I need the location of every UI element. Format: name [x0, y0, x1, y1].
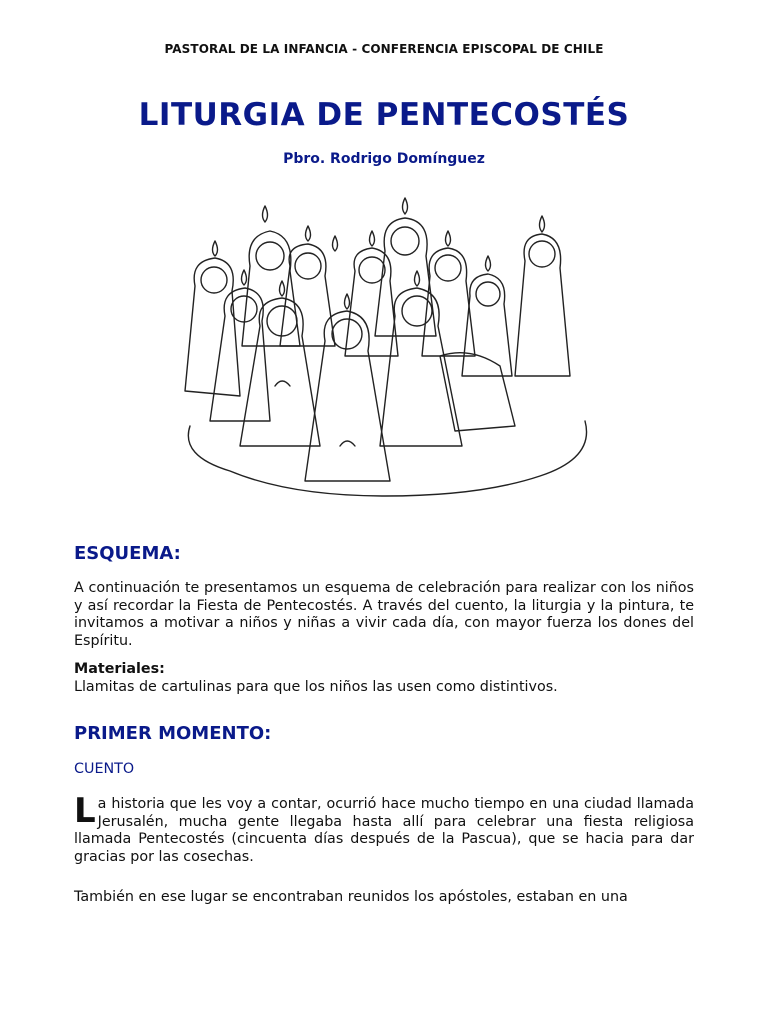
materials-text: Llamitas de cartulinas para que los niños las usen como distintivos. [74, 679, 558, 695]
document-header: PASTORAL DE LA INFANCIA - CONFERENCIA EPISCOPAL DE CHILE [164, 42, 604, 56]
cuento-subheading: CUENTO [74, 761, 135, 777]
story-paragraph-2: También en ese lugar se encontraban reunidos los apóstoles, estaban en una [74, 889, 628, 905]
primer-momento-heading: PRIMER MOMENTO: [74, 723, 272, 744]
drop-cap-letter: L [74, 791, 96, 831]
materials-label: Materiales: [74, 661, 165, 677]
document-title: LITURGIA DE PENTECOSTÉS [138, 97, 630, 133]
apostles-with-flames-drawing [170, 196, 600, 506]
esquema-paragraph: A continuación te presentamos un esquema de celebración para realizar con los niños y así recordar la Fiesta de Pentecostés. A través del cuento, la liturgia y la pintura, te invitamos a motivar a niños y niñas a vivir cada día, con mayor fuerza los dones del Espíritu. [74, 580, 694, 649]
story-paragraph-1 [74, 791, 694, 866]
story-paragraph-1-text: a historia que les voy a contar, ocurrió hace mucho tiempo en una ciudad llamada Jerusalén, mucha gente llegaba hasta allí para celebrar una fiesta religiosa llamada Pentecostés (cincuenta días después de la Pascua), que se hacia para dar gracias por las cosechas. [74, 796, 694, 865]
esquema-heading: ESQUEMA: [74, 543, 181, 564]
author-name: Pbro. Rodrigo Domínguez [283, 151, 485, 167]
